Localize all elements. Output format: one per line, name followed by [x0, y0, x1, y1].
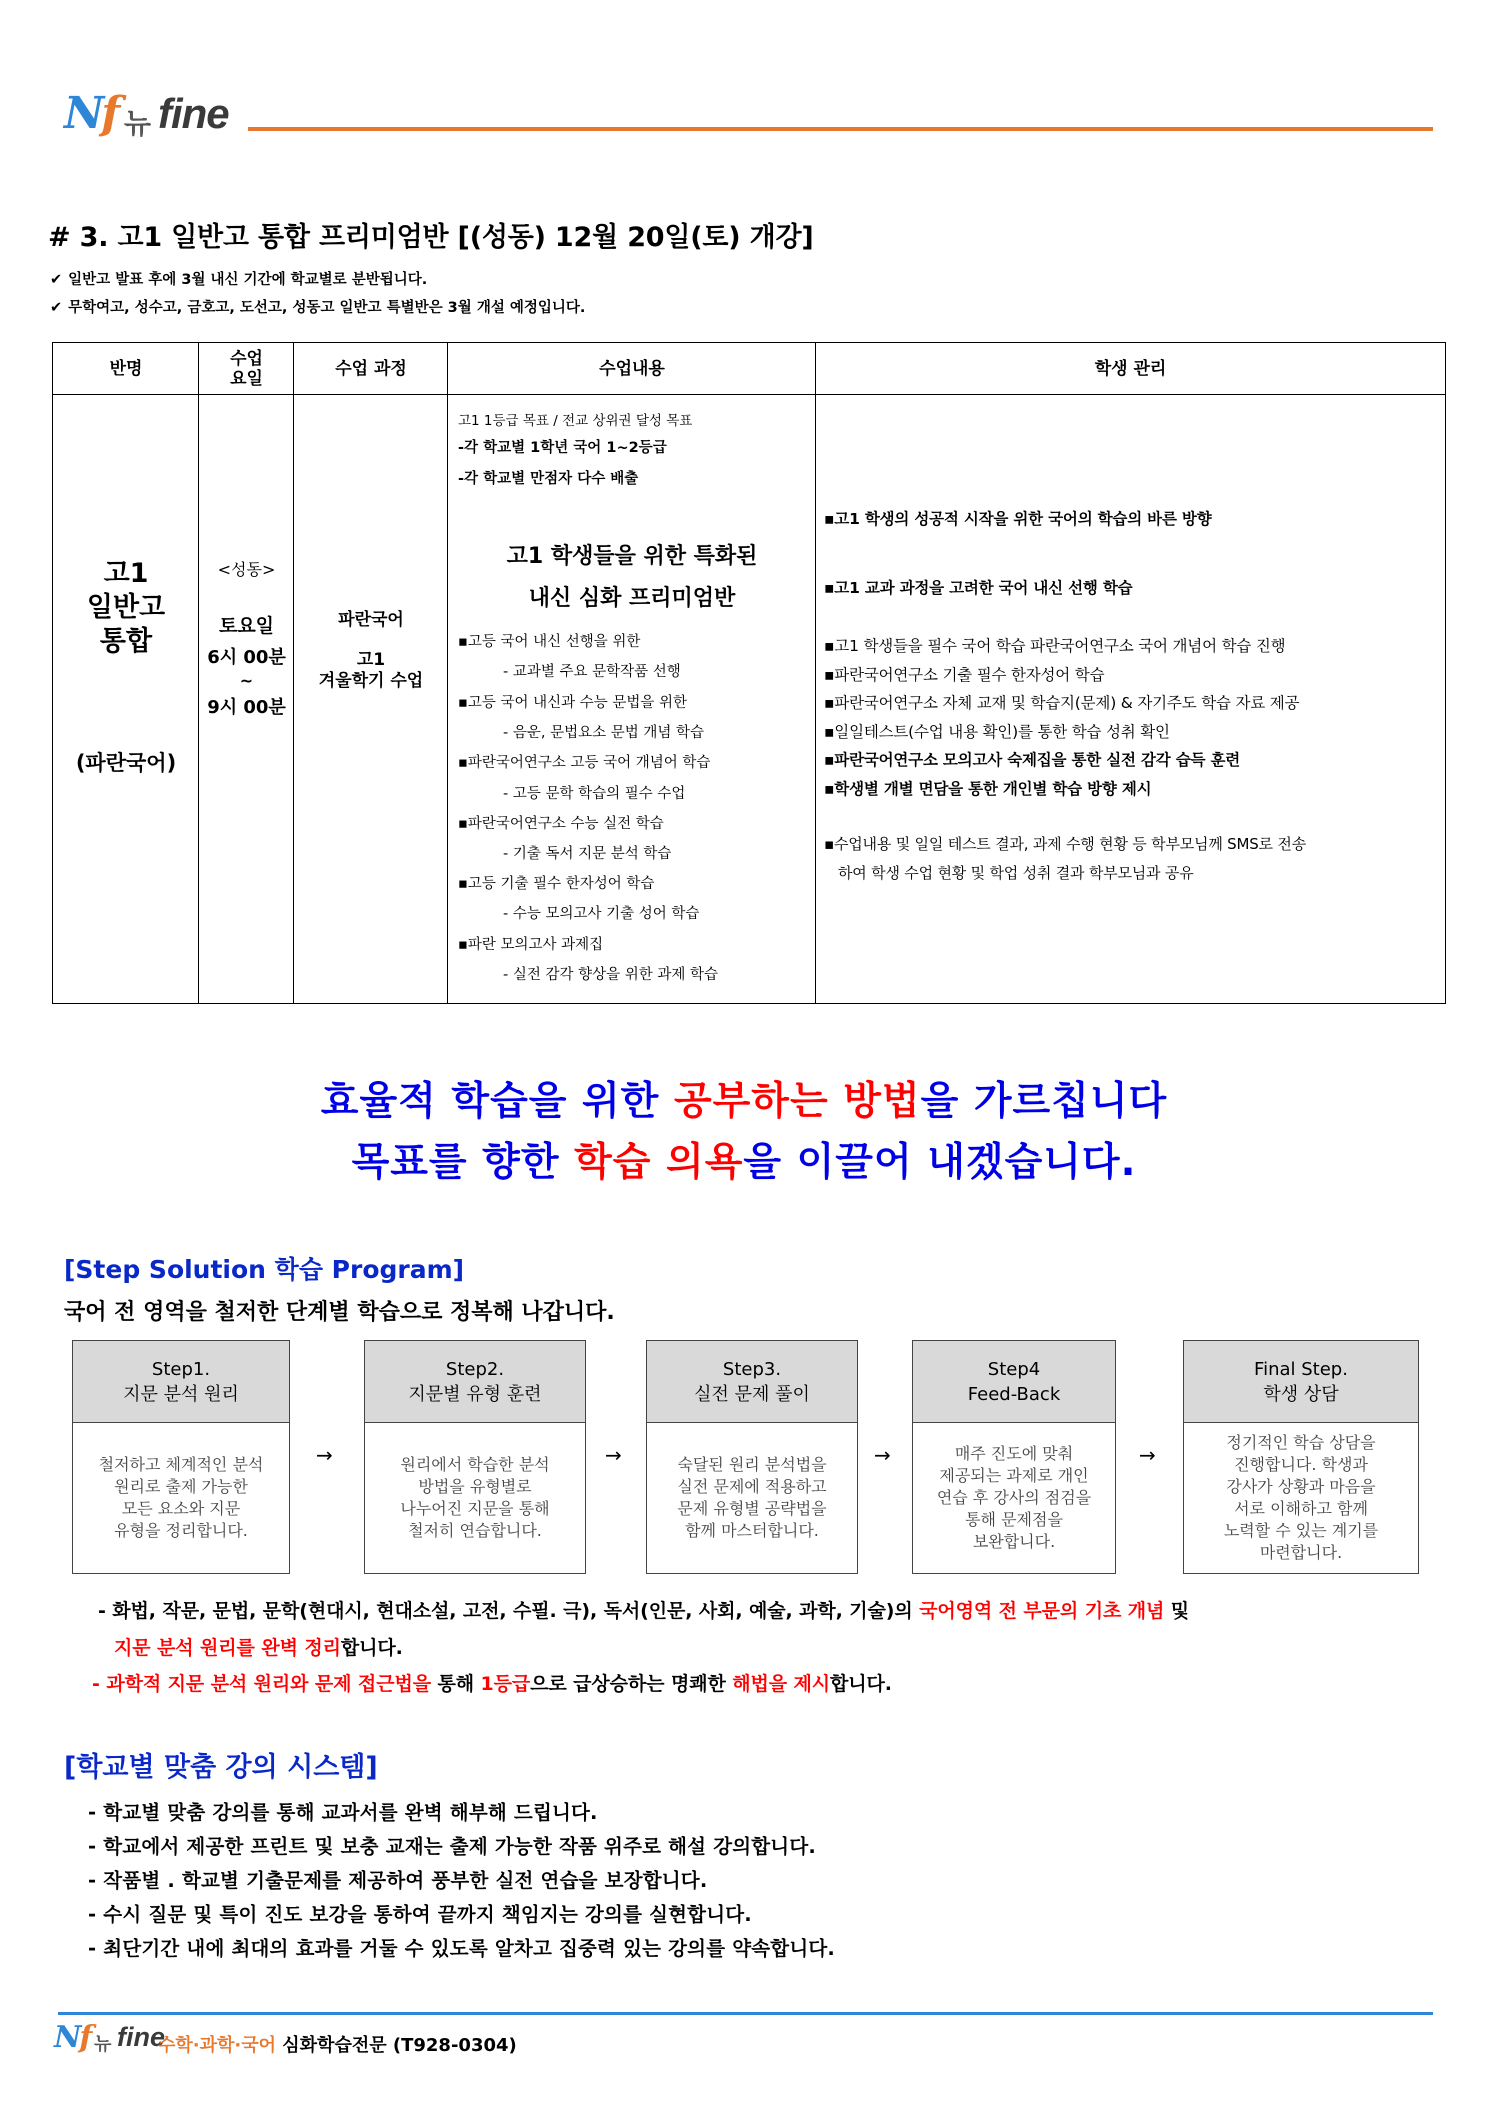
management-item: ▪고1 학생의 성공적 시작을 위한 국어의 학습의 바른 방향 [824, 510, 1212, 528]
header-day: 수업 요일 [230, 349, 263, 389]
content-item: - 음운, 문법요소 문법 개념 학습 [503, 725, 704, 741]
header-divider [248, 127, 1433, 131]
content-item: - 고등 문학 학습의 필수 수업 [503, 786, 686, 802]
content-goal: 고1 1등급 목표 / 전교 상위권 달성 목표 [458, 413, 693, 429]
content-item: ▪파란국어연구소 수능 실전 학습 [458, 816, 664, 832]
arrow-icon: → [874, 1443, 891, 1467]
management-item: ▪파란국어연구소 모의고사 숙제집을 통한 실전 감각 습득 훈련 [824, 751, 1241, 769]
management-item: ▪파란국어연구소 자체 교재 및 학습지(문제) & 자기주도 학습 자료 제공 [824, 694, 1300, 712]
footer-text: 수학·과학·국어 심화학습전문 (T928-0304) [158, 2035, 517, 2056]
header-content: 수업내용 [599, 359, 665, 379]
content-item: ▪고등 기출 필수 한자성어 학습 [458, 876, 655, 892]
logo-korean: 뉴 [124, 107, 152, 140]
content-headline-2: 내신 심화 프리미엄반 [528, 586, 736, 611]
check-icon: ✔ [50, 272, 63, 288]
step-card-2 [364, 1340, 586, 1574]
school-system-title: [학교별 맞춤 강의 시스템] [64, 1752, 378, 1783]
content-item: ▪고등 국어 내신과 수능 문법을 위한 [458, 695, 687, 711]
schedule-table: 반명 수업 요일 수업 과정 수업내용 학생 관리 고1 일반고 통합 (파란국어) <성동> 토요일 6시 00분 ~ 9시 00분 파란국어 고1 겨울학기 수업 고1 1등급 목표 / 전교 상위권 달성 목표 -각 학교별 1학년 국어 1~2등급 -각 학교별 만점자 다수 배출 고1 학생들을 위한 특화된 내신 심화 프리미엄반 ▪고등 국어 내신 선행을 위한 - 교과별 주요 문학작품 선행 ▪고등 국어 내신과 수능 문법을 위한 - 음운, 문법요소 문법 개념 학습 ▪파란국어연구소 고등 국어 개념어 학습 - 고등 문학 학습의 필수 수업 ▪파란국어연구소 수능 실전 학습 - 기출 독서 지문 분석 학습 ▪고등 기출 필수 한자성어 학습 - 수능 모의고사 기출 성어 학습 ▪파란 모의고사 과제집 - 실전 감각 향상을 위한 과제 학습 ▪고1 학생의 성공적 시작을 위한 국어의 학습의 바른 방향 ▪고1 교과 과정을 고려한 국어 내신 선행 학습 ▪고1 학생들을 필수 국어 학습 파란국어연구소 국어 개념어 학습 진행 ▪파란국어연구소 기출 필수 한자성어 학습 ▪파란국어연구소 자체 교재 및 학습지(문제) & 자기주도 학습 자료 제공 ▪일일테스트(수업 내용 확인)를 통한 학습 성취 확인 ▪파란국어연구소 모의고사 숙제집을 통한 실전 감각 습득 훈련 ▪학생별 개별 면담을 통한 개인별 학습 방향 제시 ▪수업내용 및 일일 테스트 결과, 과제 수행 현황 등 학부모님께 SMS로 전송 하여 학생 수업 현황 및 학업 성취 결과 학부모님과 공유 [52, 342, 1446, 1004]
step-card-header: Step2. 지문별 유형 훈련 [365, 1341, 585, 1423]
management-item: 하여 학생 수업 현황 및 학업 성취 결과 학부모님과 공유 [838, 864, 1194, 882]
school-line: - 학교별 맞춤 강의를 통해 교과서를 완벽 해부해 드립니다. [88, 1801, 598, 1824]
arrow-icon: → [1139, 1443, 1156, 1467]
content-item: ▪고등 국어 내신 선행을 위한 [458, 634, 641, 650]
content-item: - 교과별 주요 문학작품 선행 [503, 664, 681, 680]
management-item: ▪파란국어연구소 기출 필수 한자성어 학습 [824, 666, 1105, 684]
brand-logo [64, 88, 254, 150]
class-sub: (파란국어) [75, 751, 177, 775]
step-program-title: [Step Solution 학습 Program] [64, 1255, 465, 1284]
header-course: 수업 과정 [335, 359, 407, 379]
content-item: ▪파란국어연구소 고등 국어 개념어 학습 [458, 755, 711, 771]
management-item: ▪고1 학생들을 필수 국어 학습 파란국어연구소 국어 개념어 학습 진행 [824, 637, 1286, 655]
header-class: 반명 [109, 359, 143, 379]
section-title: # 3. 고1 일반고 통합 프리미엄반 [(성동) 12월 20일(토) 개강] [48, 222, 814, 253]
step-card-desc: 원리에서 학습한 분석 방법을 유형별로 나누어진 지문을 통해 철저히 연습합니다. [400, 1455, 550, 1540]
content-headline-1: 고1 학생들을 위한 특화된 [506, 544, 758, 569]
step-card-desc: 매주 진도에 맞춰 제공되는 과제로 개인 연습 후 강사의 점검을 통해 문제점을 보완합니다. [936, 1444, 1092, 1551]
step-program-subtitle: 국어 전 영역을 철저한 단계별 학습으로 정복해 나갑니다. [64, 1300, 615, 1325]
note-2: ✔ 무학여고, 성수고, 금호고, 도선고, 성동고 일반고 특별반은 3월 개설 예정입니다. [50, 300, 586, 316]
check-icon: ✔ [50, 300, 63, 316]
footer-logo: Nf 뉴 fine [54, 2020, 166, 2055]
footer-divider [58, 2012, 1433, 2015]
step-card-5 [1183, 1340, 1419, 1574]
step-bullet-2: - 과학적 지문 분석 원리와 문제 접근법을 통해 1등급으로 급상승하는 명쾌한 해법을 제시합니다. [92, 1673, 892, 1695]
step-card-header: Step3. 실전 문제 풀이 [647, 1341, 857, 1423]
step-card-header: Final Step. 학생 상담 [1184, 1341, 1418, 1423]
content-item: - 실전 감각 향상을 위한 과제 학습 [503, 967, 718, 983]
step-card-1 [72, 1340, 290, 1574]
school-line: - 학교에서 제공한 프린트 및 보충 교재는 출제 가능한 작품 위주로 해설 강의합니다. [88, 1835, 816, 1858]
footer-logo-mark: Nf [54, 2020, 91, 2055]
header-management: 학생 관리 [1094, 359, 1167, 379]
arrow-icon: → [316, 1443, 333, 1467]
step-card-3 [646, 1340, 858, 1574]
content-item: ▪파란 모의고사 과제집 [458, 937, 604, 953]
note-1: ✔ 일반고 발표 후에 3월 내신 기간에 학교별로 분반됩니다. [50, 272, 428, 288]
logo-mark: Nf [64, 88, 118, 139]
management-item: ▪학생별 개별 면담을 통한 개인별 학습 방향 제시 [824, 780, 1152, 798]
content-item: - 기출 독서 지문 분석 학습 [503, 846, 672, 862]
step-bullet-1: - 화법, 작문, 문법, 문학(현대시, 현대소설, 고전, 수필. 극), 독서(인문, 사회, 예술, 과학, 기술)의 국어영역 전 부문의 기초 개념 및 [98, 1600, 1190, 1622]
content-goal-2: -각 학교별 만점자 다수 배출 [458, 471, 639, 487]
school-line: - 작품별 . 학교별 기출문제를 제공하여 풍부한 실전 연습을 보장합니다. [88, 1869, 708, 1892]
management-item: ▪수업내용 및 일일 테스트 결과, 과제 수행 현황 등 학부모님께 SMS로 전송 [824, 835, 1307, 853]
step-bullet-1-cont: 지문 분석 원리를 완벽 정리합니다. [114, 1637, 403, 1659]
content-goal-1: -각 학교별 1학년 국어 1~2등급 [458, 440, 667, 456]
arrow-icon: → [605, 1443, 622, 1467]
management-item: ▪일일테스트(수업 내용 확인)를 통한 학습 성취 확인 [824, 723, 1170, 741]
school-line: - 최단기간 내에 최대의 효과를 거둘 수 있도록 알차고 집중력 있는 강의를 약속합니다. [88, 1937, 836, 1960]
logo-text: fine [158, 90, 229, 137]
management-item: ▪고1 교과 과정을 고려한 국어 내신 선행 학습 [824, 579, 1133, 597]
step-card-header: Step4 Feed-Back [913, 1341, 1115, 1423]
step-card-header: Step1. 지문 분석 원리 [73, 1341, 289, 1423]
content-item: - 수능 모의고사 기출 성어 학습 [503, 906, 700, 922]
step-card-desc: 숙달된 원리 분석법을 실전 문제에 적용하고 문제 유형별 공략법을 함께 마스터합니다. [677, 1455, 827, 1540]
step-card-desc: 철저하고 체계적인 분석 원리로 출제 가능한 모든 요소와 지문 유형을 정리합니다. [98, 1455, 264, 1540]
table-header-row [53, 343, 1445, 395]
class-name: 고1 일반고 통합 [86, 558, 166, 657]
step-card-4 [912, 1340, 1116, 1574]
step-card-desc: 정기적인 학습 상담을 진행합니다. 학생과 강사가 상황과 마음을 서로 이해하고 함께 노력할 수 있는 계기를 마련합니다. [1223, 1433, 1379, 1562]
school-line: - 수시 질문 및 특이 진도 보강을 통하여 끝까지 책임지는 강의를 실현합니다. [88, 1903, 752, 1926]
slogan-line-1: 효율적 학습을 위한 공부하는 방법을 가르칩니다 [320, 1079, 1168, 1124]
slogan-line-2: 목표를 향한 학습 의욕을 이끌어 내겠습니다. [351, 1140, 1137, 1185]
